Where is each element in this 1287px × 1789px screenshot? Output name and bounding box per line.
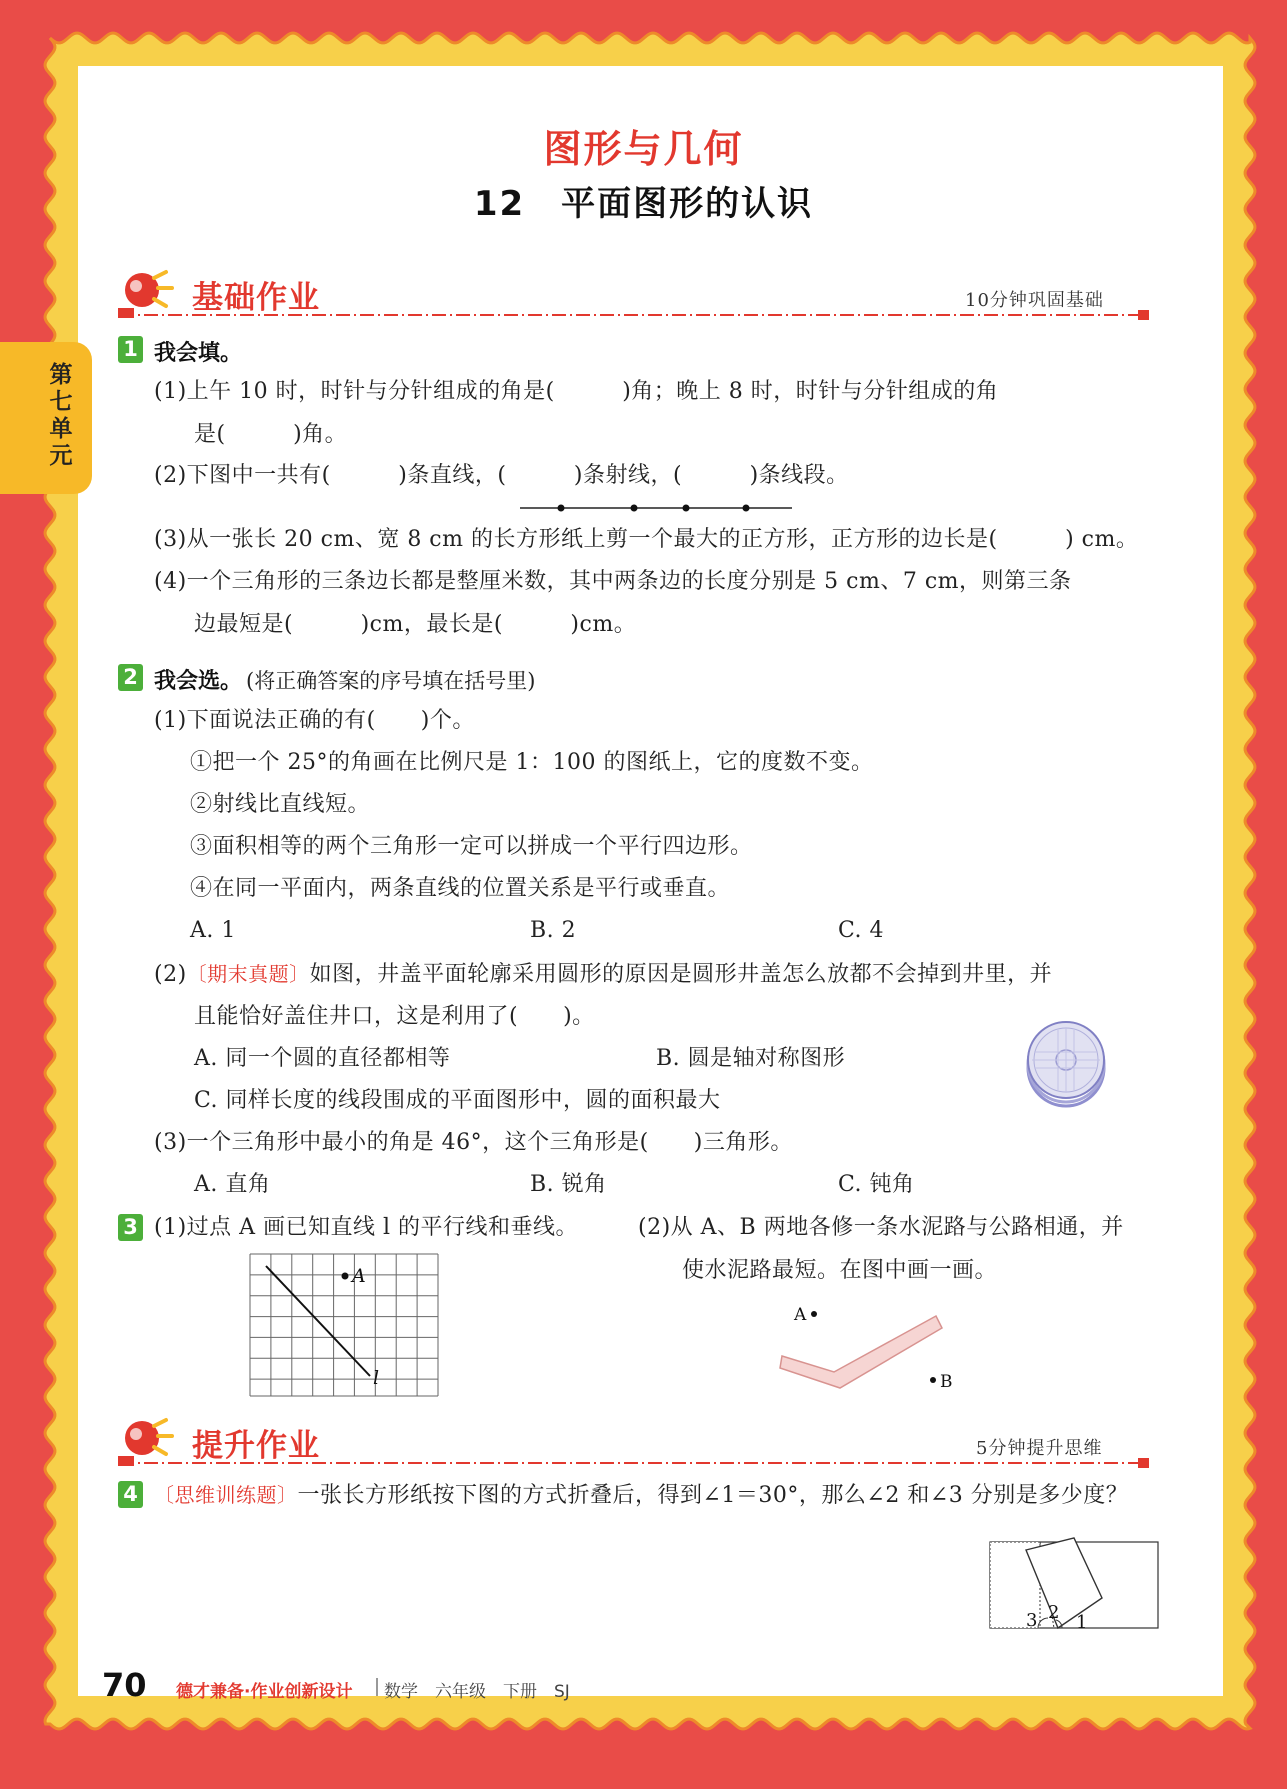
section-subtitle-basic: 10分钟巩固基础 [965,290,1104,311]
exam-tag: 〔期末真题〕 [186,962,310,986]
section-title-basic: 基础作业 [192,280,320,316]
angle-3-label: 3 [1026,1610,1038,1631]
q2-3-option-a: A. 直角 [194,1172,271,1197]
footer-brand: 德才兼备·作业创新设计 [176,1682,353,1702]
q1-line-6: 边最短是( )cm，最长是( )cm。 [194,612,637,637]
road-point-a-label: A [794,1305,807,1325]
q3-part-2-line-2: 使水泥路最短。在图中画一画。 [682,1258,998,1283]
q1-line-1: (1)上午 10 时，时针与分针组成的角是( )角；晚上 8 时，时针与分针组成的角 [154,379,999,404]
section-divider-advanced [120,1456,1160,1470]
q2-1-stem: (1)下面说法正确的有( )个。 [154,708,475,733]
thinking-tag: 〔思维训练题〕 [154,1483,298,1507]
q2-2-stem-text: 如图，井盖平面轮廓采用圆形的原因是圆形井盖怎么放都不会掉到井里，并 [309,962,1053,987]
footer-divider [376,1678,378,1696]
q2-3-option-c: C. 钝角 [838,1172,915,1197]
road-point-b-label: B [940,1372,953,1392]
grid-line-l-label: l [373,1367,380,1389]
grid-figure [248,1252,444,1398]
section-subtitle-advanced: 5分钟提升思维 [976,1438,1103,1459]
section-title-advanced: 提升作业 [192,1428,320,1464]
q3-part-1-text: (1)过点 A 画已知直线 l 的平行线和垂线。 [154,1215,579,1240]
q2-1-item-3: ③面积相等的两个三角形一定可以拼成一个平行四边形。 [190,834,753,859]
grid-point-a-label: A [352,1265,366,1287]
q2-1-item-2: ②射线比直线短。 [190,792,371,817]
q2-1-option-b: B. 2 [530,918,577,943]
question-1-title: 我会填。 [154,341,243,366]
q1-line-2: 是( )角。 [194,422,348,447]
folded-paper-figure [986,1534,1162,1634]
unit-side-tab-label: 第七单元 [49,362,73,469]
q2-1-item-1: ①把一个 25°的角画在比例尺是 1：100 的图纸上，它的度数不变。 [190,750,874,775]
road-figure [770,1300,970,1402]
page-number: 70 [102,1666,147,1704]
q1-line-5: (4)一个三角形的三条边长都是整厘米数，其中两条边的长度分别是 5 cm、7 cm，则第三条 [154,569,1072,594]
question-number-4: 4 [118,1481,143,1508]
q2-2-option-c: C. 同样长度的线段围成的平面图形中，圆的面积最大 [194,1088,721,1113]
q4-stem-text: 一张长方形纸按下图的方式折叠后，得到∠1＝30°，那么∠2 和∠3 分别是多少度？ [297,1483,1129,1508]
question-number-3: 3 [118,1214,143,1241]
q2-2-stem-line-2: 且能恰好盖住井口，这是利用了( )。 [194,1004,595,1029]
q4-stem-line [154,1480,1128,1511]
q2-3-stem: (3)一个三角形中最小的角是 46°，这个三角形是( )三角形。 [154,1130,793,1155]
q2-1-option-a: A. 1 [190,918,236,943]
footer-book-info: 数学 六年级 下册 SJ [384,1682,570,1702]
q3-part-2-line-1: (2)从 A、B 两地各修一条水泥路与公路相通，并 [638,1215,1124,1240]
q1-line-3: (2)下图中一共有( )条直线，( )条射线，( )条线段。 [154,463,849,488]
q2-2-option-a: A. 同一个圆的直径都相等 [194,1046,451,1071]
q2-1-option-c: C. 4 [838,918,885,943]
question-number-1: 1 [118,336,143,363]
q2-2-option-b: B. 圆是轴对称图形 [656,1046,846,1071]
angle-1-label: 1 [1076,1612,1088,1633]
q2-2-stem-line-1 [154,959,1052,990]
angle-2-label: 2 [1048,1602,1060,1623]
line-segment-figure [518,498,794,518]
unit-side-tab [0,342,92,494]
q1-line-4: (3)从一张长 20 cm、宽 8 cm 的长方形纸上剪一个最大的正方形，正方形的边长是( ) cm。 [154,527,1139,552]
lesson-title: 12 平面图形的认识 [473,184,814,224]
question-number-2: 2 [118,664,143,691]
category-title: 图形与几何 [543,127,744,171]
q2-3-option-b: B. 锐角 [530,1172,607,1197]
question-2-note: (将正确答案的序号填在括号里) [246,669,536,693]
question-2-title: 我会选。 [154,669,243,694]
q2-2-prefix: (2) [154,962,187,987]
section-divider-basic [120,308,1160,322]
manhole-cover-figure [1020,1012,1110,1112]
q2-1-item-4: ④在同一平面内，两条直线的位置关系是平行或垂直。 [190,876,731,901]
